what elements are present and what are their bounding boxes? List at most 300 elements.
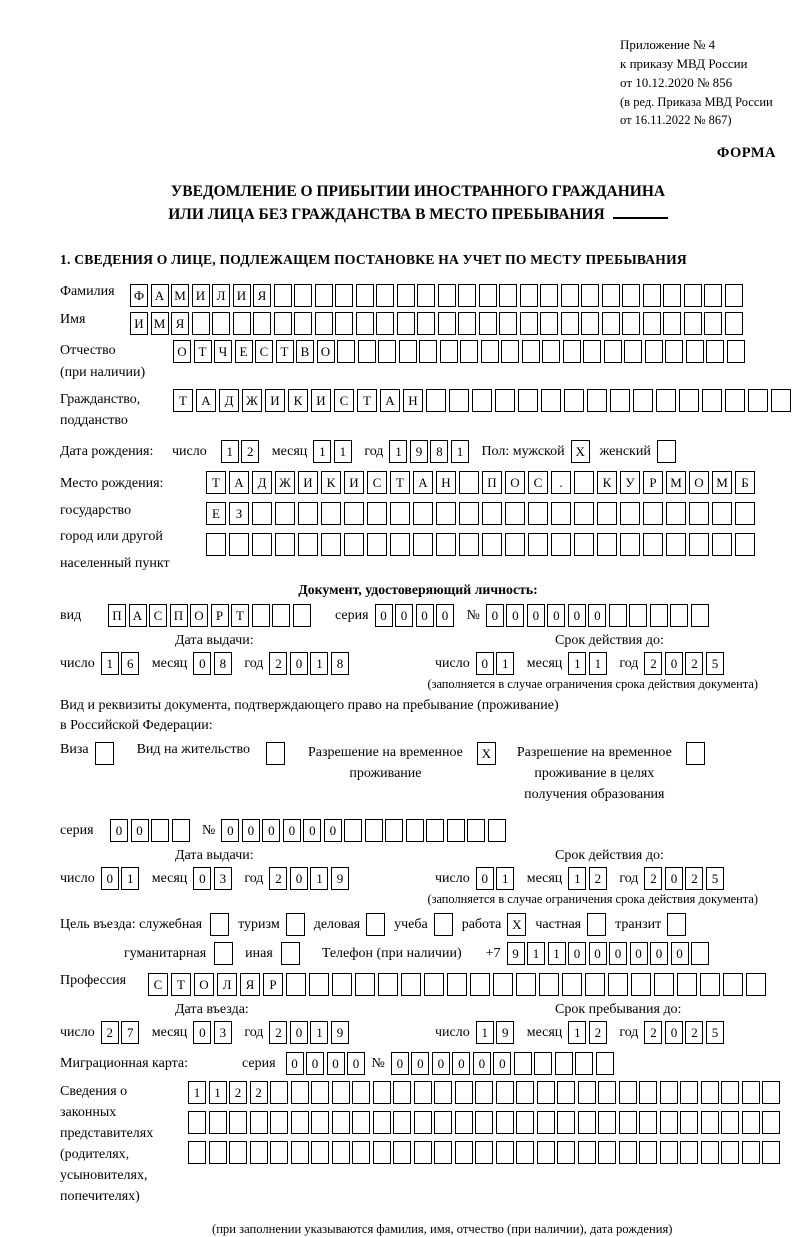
- char-cell[interactable]: К: [321, 471, 341, 494]
- char-cell[interactable]: 2: [644, 867, 662, 890]
- char-cell[interactable]: [458, 312, 476, 335]
- char-cell[interactable]: 0: [432, 1052, 450, 1075]
- char-cell[interactable]: [725, 389, 745, 412]
- char-cell[interactable]: 1: [496, 867, 514, 890]
- char-cell[interactable]: И: [130, 312, 148, 335]
- char-cell[interactable]: 1: [589, 652, 607, 675]
- char-cell[interactable]: 1: [121, 867, 139, 890]
- char-cell[interactable]: 2: [269, 652, 287, 675]
- char-cell[interactable]: 1: [310, 1021, 328, 1044]
- char-cell[interactable]: 2: [685, 867, 703, 890]
- char-cell[interactable]: [365, 819, 383, 842]
- char-cell[interactable]: 1: [496, 652, 514, 675]
- char-cell[interactable]: [291, 1141, 309, 1164]
- char-cell[interactable]: [275, 533, 295, 556]
- char-cell[interactable]: О: [317, 340, 335, 363]
- char-cell[interactable]: [557, 1111, 575, 1134]
- char-cell[interactable]: 9: [331, 1021, 349, 1044]
- char-cell[interactable]: [270, 1081, 288, 1104]
- char-cell[interactable]: [666, 533, 686, 556]
- char-cell[interactable]: [298, 502, 318, 525]
- char-cell[interactable]: [551, 533, 571, 556]
- char-cell[interactable]: 5: [706, 1021, 724, 1044]
- char-cell[interactable]: [563, 340, 581, 363]
- purpose-humanitarian-checkbox[interactable]: [214, 942, 233, 965]
- char-cell[interactable]: 0: [588, 604, 606, 627]
- char-cell[interactable]: [581, 284, 599, 307]
- char-cell[interactable]: Т: [171, 973, 191, 996]
- char-cell[interactable]: [639, 1141, 657, 1164]
- char-cell[interactable]: 1: [389, 440, 407, 463]
- char-cell[interactable]: [399, 340, 417, 363]
- female-checkbox[interactable]: [657, 440, 676, 463]
- char-cell[interactable]: 0: [131, 819, 149, 842]
- char-cell[interactable]: 0: [411, 1052, 429, 1075]
- char-cell[interactable]: [482, 502, 502, 525]
- char-cell[interactable]: [311, 1081, 329, 1104]
- char-cell[interactable]: [309, 973, 329, 996]
- char-cell[interactable]: [212, 312, 230, 335]
- char-cell[interactable]: [337, 340, 355, 363]
- char-cell[interactable]: 1: [568, 652, 586, 675]
- char-cell[interactable]: [578, 1141, 596, 1164]
- char-cell[interactable]: [436, 502, 456, 525]
- char-cell[interactable]: Б: [735, 471, 755, 494]
- char-cell[interactable]: 0: [395, 604, 413, 627]
- char-cell[interactable]: [434, 1081, 452, 1104]
- char-cell[interactable]: [499, 284, 517, 307]
- purpose-other-checkbox[interactable]: [281, 942, 300, 965]
- char-cell[interactable]: Т: [390, 471, 410, 494]
- char-cell[interactable]: [702, 389, 722, 412]
- char-cell[interactable]: [390, 502, 410, 525]
- char-cell[interactable]: 1: [310, 652, 328, 675]
- char-cell[interactable]: [622, 284, 640, 307]
- char-cell[interactable]: В: [296, 340, 314, 363]
- char-cell[interactable]: 0: [290, 652, 308, 675]
- char-cell[interactable]: [704, 284, 722, 307]
- char-cell[interactable]: [686, 340, 704, 363]
- char-cell[interactable]: 0: [506, 604, 524, 627]
- char-cell[interactable]: [608, 973, 628, 996]
- char-cell[interactable]: [209, 1111, 227, 1134]
- char-cell[interactable]: [680, 1081, 698, 1104]
- char-cell[interactable]: [557, 1081, 575, 1104]
- char-cell[interactable]: [522, 340, 540, 363]
- char-cell[interactable]: [645, 340, 663, 363]
- char-cell[interactable]: 5: [706, 867, 724, 890]
- char-cell[interactable]: [378, 973, 398, 996]
- char-cell[interactable]: 2: [101, 1021, 119, 1044]
- char-cell[interactable]: [376, 284, 394, 307]
- char-cell[interactable]: [562, 973, 582, 996]
- char-cell[interactable]: [459, 502, 479, 525]
- char-cell[interactable]: 6: [121, 652, 139, 675]
- char-cell[interactable]: 0: [416, 604, 434, 627]
- char-cell[interactable]: Т: [276, 340, 294, 363]
- char-cell[interactable]: [315, 312, 333, 335]
- char-cell[interactable]: 2: [269, 1021, 287, 1044]
- char-cell[interactable]: С: [334, 389, 354, 412]
- char-cell[interactable]: А: [196, 389, 216, 412]
- char-cell[interactable]: [516, 1111, 534, 1134]
- char-cell[interactable]: [624, 340, 642, 363]
- char-cell[interactable]: С: [528, 471, 548, 494]
- char-cell[interactable]: [602, 312, 620, 335]
- char-cell[interactable]: [704, 312, 722, 335]
- char-cell[interactable]: [540, 284, 558, 307]
- char-cell[interactable]: [663, 284, 681, 307]
- purpose-work-checkbox[interactable]: X: [507, 913, 526, 936]
- char-cell[interactable]: К: [288, 389, 308, 412]
- char-cell[interactable]: 0: [193, 652, 211, 675]
- char-cell[interactable]: 0: [375, 604, 393, 627]
- char-cell[interactable]: 2: [685, 652, 703, 675]
- char-cell[interactable]: Т: [357, 389, 377, 412]
- char-cell[interactable]: [735, 502, 755, 525]
- char-cell[interactable]: [315, 284, 333, 307]
- char-cell[interactable]: [233, 312, 251, 335]
- char-cell[interactable]: [252, 502, 272, 525]
- char-cell[interactable]: [252, 533, 272, 556]
- char-cell[interactable]: Я: [240, 973, 260, 996]
- char-cell[interactable]: [447, 819, 465, 842]
- char-cell[interactable]: О: [173, 340, 191, 363]
- char-cell[interactable]: [376, 312, 394, 335]
- char-cell[interactable]: [332, 973, 352, 996]
- char-cell[interactable]: 0: [324, 819, 342, 842]
- char-cell[interactable]: 0: [303, 819, 321, 842]
- char-cell[interactable]: [609, 604, 627, 627]
- char-cell[interactable]: 0: [242, 819, 260, 842]
- char-cell[interactable]: [188, 1111, 206, 1134]
- char-cell[interactable]: [352, 1081, 370, 1104]
- char-cell[interactable]: [479, 312, 497, 335]
- char-cell[interactable]: [390, 533, 410, 556]
- char-cell[interactable]: [742, 1141, 760, 1164]
- char-cell[interactable]: 8: [214, 652, 232, 675]
- char-cell[interactable]: [516, 973, 536, 996]
- char-cell[interactable]: А: [151, 284, 169, 307]
- char-cell[interactable]: [604, 340, 622, 363]
- char-cell[interactable]: [622, 312, 640, 335]
- char-cell[interactable]: У: [620, 471, 640, 494]
- char-cell[interactable]: [557, 1141, 575, 1164]
- char-cell[interactable]: [209, 1141, 227, 1164]
- char-cell[interactable]: [460, 340, 478, 363]
- char-cell[interactable]: Л: [212, 284, 230, 307]
- char-cell[interactable]: [771, 389, 791, 412]
- char-cell[interactable]: [332, 1111, 350, 1134]
- char-cell[interactable]: [575, 1052, 593, 1075]
- char-cell[interactable]: П: [108, 604, 126, 627]
- char-cell[interactable]: 0: [473, 1052, 491, 1075]
- char-cell[interactable]: [670, 604, 688, 627]
- char-cell[interactable]: [643, 533, 663, 556]
- visa-checkbox[interactable]: [95, 742, 114, 765]
- char-cell[interactable]: Ф: [130, 284, 148, 307]
- char-cell[interactable]: [373, 1141, 391, 1164]
- char-cell[interactable]: [691, 604, 709, 627]
- char-cell[interactable]: Т: [194, 340, 212, 363]
- char-cell[interactable]: И: [192, 284, 210, 307]
- char-cell[interactable]: [151, 819, 169, 842]
- char-cell[interactable]: А: [380, 389, 400, 412]
- char-cell[interactable]: 9: [496, 1021, 514, 1044]
- char-cell[interactable]: 0: [290, 867, 308, 890]
- char-cell[interactable]: [643, 284, 661, 307]
- char-cell[interactable]: [505, 533, 525, 556]
- char-cell[interactable]: 2: [644, 1021, 662, 1044]
- char-cell[interactable]: 0: [671, 942, 689, 965]
- char-cell[interactable]: [344, 533, 364, 556]
- char-cell[interactable]: [537, 1141, 555, 1164]
- char-cell[interactable]: [660, 1081, 678, 1104]
- char-cell[interactable]: [585, 973, 605, 996]
- char-cell[interactable]: [206, 533, 226, 556]
- char-cell[interactable]: [356, 284, 374, 307]
- char-cell[interactable]: 0: [221, 819, 239, 842]
- char-cell[interactable]: [373, 1111, 391, 1134]
- char-cell[interactable]: [172, 819, 190, 842]
- char-cell[interactable]: 2: [644, 652, 662, 675]
- char-cell[interactable]: [620, 502, 640, 525]
- char-cell[interactable]: [496, 1081, 514, 1104]
- char-cell[interactable]: [505, 502, 525, 525]
- char-cell[interactable]: [272, 604, 290, 627]
- char-cell[interactable]: [677, 973, 697, 996]
- char-cell[interactable]: П: [170, 604, 188, 627]
- char-cell[interactable]: [352, 1141, 370, 1164]
- char-cell[interactable]: М: [666, 471, 686, 494]
- char-cell[interactable]: [520, 312, 538, 335]
- char-cell[interactable]: [602, 284, 620, 307]
- char-cell[interactable]: [578, 1111, 596, 1134]
- char-cell[interactable]: [291, 1081, 309, 1104]
- char-cell[interactable]: П: [482, 471, 502, 494]
- char-cell[interactable]: [540, 312, 558, 335]
- char-cell[interactable]: З: [229, 502, 249, 525]
- char-cell[interactable]: [475, 1111, 493, 1134]
- char-cell[interactable]: [723, 973, 743, 996]
- char-cell[interactable]: О: [505, 471, 525, 494]
- char-cell[interactable]: О: [190, 604, 208, 627]
- char-cell[interactable]: Ч: [214, 340, 232, 363]
- char-cell[interactable]: С: [367, 471, 387, 494]
- char-cell[interactable]: [229, 1141, 247, 1164]
- char-cell[interactable]: 0: [436, 604, 454, 627]
- char-cell[interactable]: [742, 1081, 760, 1104]
- char-cell[interactable]: [373, 1081, 391, 1104]
- char-cell[interactable]: Р: [643, 471, 663, 494]
- char-cell[interactable]: [706, 340, 724, 363]
- char-cell[interactable]: Р: [211, 604, 229, 627]
- char-cell[interactable]: [725, 284, 743, 307]
- char-cell[interactable]: [275, 502, 295, 525]
- char-cell[interactable]: Д: [219, 389, 239, 412]
- char-cell[interactable]: [426, 389, 446, 412]
- char-cell[interactable]: 0: [665, 1021, 683, 1044]
- char-cell[interactable]: [534, 1052, 552, 1075]
- purpose-study-checkbox[interactable]: [434, 913, 453, 936]
- char-cell[interactable]: 1: [548, 942, 566, 965]
- char-cell[interactable]: [620, 533, 640, 556]
- char-cell[interactable]: [401, 973, 421, 996]
- char-cell[interactable]: [482, 533, 502, 556]
- char-cell[interactable]: 9: [507, 942, 525, 965]
- char-cell[interactable]: [700, 973, 720, 996]
- char-cell[interactable]: М: [712, 471, 732, 494]
- char-cell[interactable]: 1: [310, 867, 328, 890]
- char-cell[interactable]: 7: [121, 1021, 139, 1044]
- char-cell[interactable]: 1: [188, 1081, 206, 1104]
- char-cell[interactable]: 0: [193, 867, 211, 890]
- char-cell[interactable]: Л: [217, 973, 237, 996]
- char-cell[interactable]: [393, 1111, 411, 1134]
- char-cell[interactable]: С: [255, 340, 273, 363]
- temp-residence-education-checkbox[interactable]: [686, 742, 705, 765]
- char-cell[interactable]: 0: [290, 1021, 308, 1044]
- char-cell[interactable]: [414, 1111, 432, 1134]
- char-cell[interactable]: [298, 533, 318, 556]
- char-cell[interactable]: [516, 1081, 534, 1104]
- char-cell[interactable]: [481, 340, 499, 363]
- char-cell[interactable]: [735, 533, 755, 556]
- char-cell[interactable]: [656, 389, 676, 412]
- char-cell[interactable]: [332, 1081, 350, 1104]
- char-cell[interactable]: [356, 312, 374, 335]
- char-cell[interactable]: [449, 389, 469, 412]
- char-cell[interactable]: [721, 1111, 739, 1134]
- char-cell[interactable]: [413, 533, 433, 556]
- char-cell[interactable]: [417, 284, 435, 307]
- char-cell[interactable]: [294, 312, 312, 335]
- char-cell[interactable]: 0: [452, 1052, 470, 1075]
- char-cell[interactable]: [293, 604, 311, 627]
- char-cell[interactable]: 1: [334, 440, 352, 463]
- char-cell[interactable]: [321, 502, 341, 525]
- char-cell[interactable]: [689, 533, 709, 556]
- char-cell[interactable]: [583, 340, 601, 363]
- char-cell[interactable]: [355, 973, 375, 996]
- char-cell[interactable]: С: [148, 973, 168, 996]
- char-cell[interactable]: [438, 284, 456, 307]
- char-cell[interactable]: 0: [665, 652, 683, 675]
- char-cell[interactable]: [414, 1141, 432, 1164]
- char-cell[interactable]: [344, 502, 364, 525]
- char-cell[interactable]: 0: [283, 819, 301, 842]
- char-cell[interactable]: [598, 1081, 616, 1104]
- char-cell[interactable]: Р: [263, 973, 283, 996]
- char-cell[interactable]: [286, 973, 306, 996]
- char-cell[interactable]: [597, 533, 617, 556]
- char-cell[interactable]: [447, 973, 467, 996]
- char-cell[interactable]: [270, 1141, 288, 1164]
- char-cell[interactable]: [712, 502, 732, 525]
- char-cell[interactable]: [762, 1141, 780, 1164]
- residence-permit-checkbox[interactable]: [266, 742, 285, 765]
- char-cell[interactable]: [393, 1081, 411, 1104]
- char-cell[interactable]: 2: [685, 1021, 703, 1044]
- char-cell[interactable]: [417, 312, 435, 335]
- char-cell[interactable]: [561, 312, 579, 335]
- char-cell[interactable]: И: [298, 471, 318, 494]
- char-cell[interactable]: [455, 1111, 473, 1134]
- char-cell[interactable]: [496, 1111, 514, 1134]
- char-cell[interactable]: 0: [493, 1052, 511, 1075]
- male-checkbox[interactable]: X: [571, 440, 590, 463]
- char-cell[interactable]: [397, 284, 415, 307]
- char-cell[interactable]: К: [597, 471, 617, 494]
- char-cell[interactable]: [426, 819, 444, 842]
- char-cell[interactable]: [424, 973, 444, 996]
- char-cell[interactable]: [633, 389, 653, 412]
- char-cell[interactable]: [270, 1111, 288, 1134]
- char-cell[interactable]: [666, 502, 686, 525]
- char-cell[interactable]: [746, 973, 766, 996]
- char-cell[interactable]: [762, 1081, 780, 1104]
- char-cell[interactable]: [725, 312, 743, 335]
- char-cell[interactable]: .: [551, 471, 571, 494]
- char-cell[interactable]: [378, 340, 396, 363]
- char-cell[interactable]: [192, 312, 210, 335]
- char-cell[interactable]: [488, 819, 506, 842]
- char-cell[interactable]: [470, 973, 490, 996]
- char-cell[interactable]: [610, 389, 630, 412]
- purpose-private-checkbox[interactable]: [587, 913, 606, 936]
- temp-residence-checkbox[interactable]: X: [477, 742, 496, 765]
- char-cell[interactable]: [712, 533, 732, 556]
- char-cell[interactable]: [252, 604, 270, 627]
- char-cell[interactable]: 0: [665, 867, 683, 890]
- char-cell[interactable]: [434, 1111, 452, 1134]
- char-cell[interactable]: [455, 1141, 473, 1164]
- char-cell[interactable]: 0: [527, 604, 545, 627]
- char-cell[interactable]: 0: [193, 1021, 211, 1044]
- char-cell[interactable]: [665, 340, 683, 363]
- char-cell[interactable]: [397, 312, 415, 335]
- char-cell[interactable]: [539, 973, 559, 996]
- char-cell[interactable]: 2: [269, 867, 287, 890]
- char-cell[interactable]: [742, 1111, 760, 1134]
- char-cell[interactable]: И: [265, 389, 285, 412]
- char-cell[interactable]: 0: [286, 1052, 304, 1075]
- char-cell[interactable]: 1: [568, 1021, 586, 1044]
- char-cell[interactable]: [294, 284, 312, 307]
- char-cell[interactable]: [650, 604, 668, 627]
- char-cell[interactable]: 1: [451, 440, 469, 463]
- char-cell[interactable]: [631, 973, 651, 996]
- char-cell[interactable]: [250, 1111, 268, 1134]
- char-cell[interactable]: 0: [609, 942, 627, 965]
- char-cell[interactable]: [528, 533, 548, 556]
- char-cell[interactable]: [691, 942, 709, 965]
- char-cell[interactable]: 0: [476, 867, 494, 890]
- char-cell[interactable]: [564, 389, 584, 412]
- char-cell[interactable]: 0: [568, 604, 586, 627]
- char-cell[interactable]: [574, 471, 594, 494]
- char-cell[interactable]: 0: [486, 604, 504, 627]
- char-cell[interactable]: [701, 1081, 719, 1104]
- char-cell[interactable]: [551, 502, 571, 525]
- char-cell[interactable]: М: [151, 312, 169, 335]
- char-cell[interactable]: 0: [110, 819, 128, 842]
- char-cell[interactable]: [528, 502, 548, 525]
- char-cell[interactable]: [721, 1141, 739, 1164]
- char-cell[interactable]: [520, 284, 538, 307]
- char-cell[interactable]: [555, 1052, 573, 1075]
- char-cell[interactable]: Е: [235, 340, 253, 363]
